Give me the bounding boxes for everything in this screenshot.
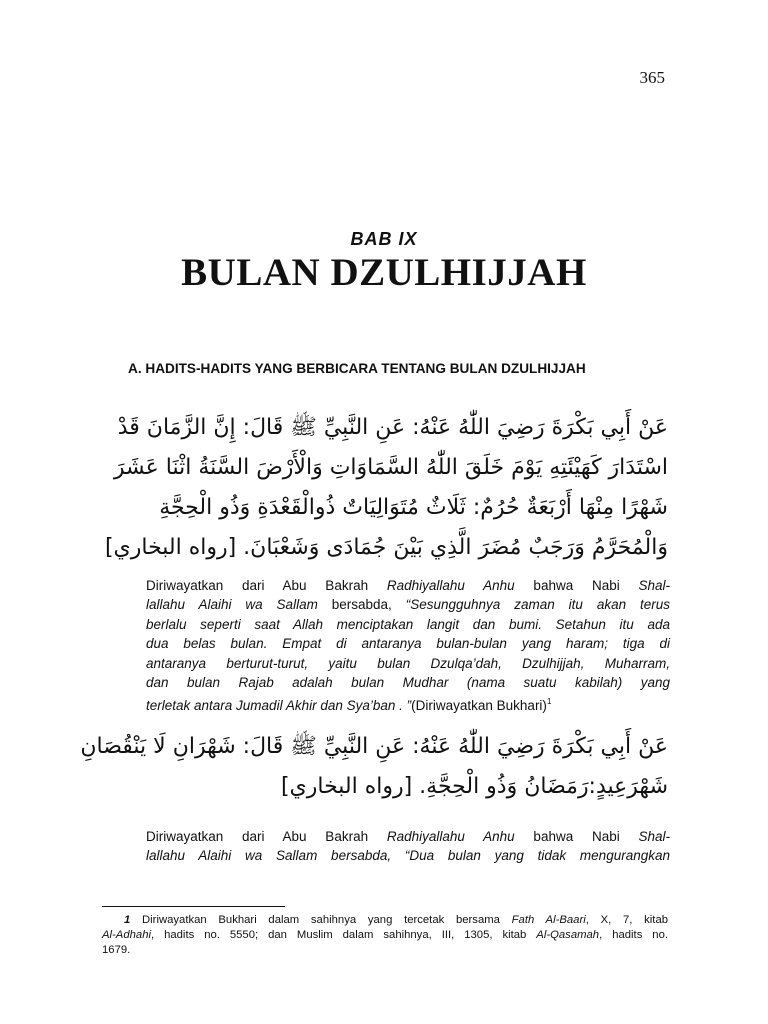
translation-line: berlalu seperti saat Allah menciptakan langit dan bumi. Setahun itu ada xyxy=(146,616,670,632)
text-run: Radhiyallahu Anhu xyxy=(386,829,515,844)
text-run: bersabda, xyxy=(317,597,406,613)
chapter-label: BAB IX xyxy=(350,229,418,249)
translation-line xyxy=(146,692,670,715)
section-heading: A. HADITS-HADITS YANG BERBICARA TENTANG BULAN DZULHIJJAH xyxy=(128,361,586,376)
text-run: Shal- xyxy=(638,578,670,593)
text-run: lallahu Alaihi wa Sallam xyxy=(146,597,318,613)
footnote-line xyxy=(102,913,668,928)
text-run: terletak antara Jumadil Akhir dan Sya’ban . ” xyxy=(146,698,412,714)
arabic-line: عَنْ أَبِي بَكْرَةَ رَضِيَ اللّٰهُ عَنْهُ: عَنِ النَّبِيِّ ﷺ قَالَ: إِنَّ الزَّمَانَ قَدْ xyxy=(117,415,668,440)
translation-line: dua belas bulan. Empat di antaranya bulan-bulan yang haram; tiga di xyxy=(146,636,670,652)
text-run: Diriwayatkan dari Abu Bakrah xyxy=(146,829,387,844)
text-run: Shal- xyxy=(638,829,670,844)
chapter-title: BULAN DZULHIJJAH xyxy=(181,251,587,294)
arabic-line: شَهْرًا مِنْهَا أَرْبَعَةٌ حُرُمٌ: ثَلَاثٌ مُتَوَالِيَاتٌ ذُوالْقَعْدَةِ وَذُو الْحِجَّةِ xyxy=(159,495,668,520)
hadith-2-translation xyxy=(146,827,670,866)
page-number: 365 xyxy=(639,68,665,87)
translation-line xyxy=(146,827,670,846)
text-run: Al-Adhahi xyxy=(102,929,151,941)
translation-line: antaranya berturut-turut, yaitu bulan Dzulqa’dah, Dzulhijjah, Muharram, xyxy=(146,655,670,671)
text-run: Al-Qasamah xyxy=(536,929,600,941)
footnote-line: 1679. xyxy=(102,944,131,956)
arabic-line: وَالْمُحَرَّمُ وَرَجَبٌ مُضَرَ الَّذِي بَيْنَ جُمَادَى وَشَعْبَانَ. [رواه البخاري] xyxy=(104,535,668,560)
footnote-divider xyxy=(102,906,285,907)
text-run: Diriwayatkan Bukhari dalam sahihnya yang tercetak bersama xyxy=(130,914,512,926)
hadith-1-translation xyxy=(146,576,670,716)
footnote xyxy=(102,913,668,958)
footnote-line xyxy=(102,928,668,943)
text-run: “Dua bulan yang tidak mengurangkan xyxy=(404,848,670,864)
text-run: lallahu Alaihi wa Sallam bersabda, xyxy=(146,848,405,864)
translation-line xyxy=(146,576,670,595)
footnote-mark: 1 xyxy=(124,914,131,926)
arabic-line: اسْتَدَارَ كَهَيْئَتِهِ يَوْمَ خَلَقَ اللّٰهُ السَّمَاوَاتِ وَالْأَرْضَ السَّنَةُ اثْنَا عَشَرَ xyxy=(113,455,668,480)
text-run: bahwa Nabi xyxy=(514,578,639,593)
text-run: , X, 7, kitab xyxy=(585,914,669,926)
arabic-line: شَهْرَعِيدٍ:رَمَضَانُ وَذُو الْحِجَّةِ. [رواه البخاري] xyxy=(280,774,668,799)
text-run: Fath Al-Baari xyxy=(511,914,586,926)
translation-line: dan bulan Rajab adalah bulan Mudhar (nama suatu kabilah) yang xyxy=(146,675,670,691)
text-run: (Diriwayatkan Bukhari) xyxy=(411,698,547,714)
text-run: bahwa Nabi xyxy=(514,829,639,844)
text-run: , hadits no. xyxy=(599,929,669,941)
translation-line xyxy=(146,595,670,614)
text-run: Radhiyallahu Anhu xyxy=(386,578,515,593)
text-run: Diriwayatkan dari Abu Bakrah xyxy=(146,578,387,593)
hadith-2-arabic xyxy=(80,727,668,807)
text-run: , hadits no. 5550; dan Muslim dalam sahihnya, III, 1305, kitab xyxy=(150,929,537,941)
translation-line xyxy=(146,846,670,865)
arabic-line: عَنْ أَبِي بَكْرَةَ رَضِيَ اللّٰهُ عَنْهُ: عَنِ النَّبِيِّ ﷺ قَالَ: شَهْرَانِ لَا يَنْقُصَانِ xyxy=(80,734,668,759)
footnote-reference: 1 xyxy=(546,697,552,707)
hadith-1-arabic xyxy=(96,408,668,568)
text-run: “Sesungguhnya zaman itu akan terus xyxy=(405,597,671,613)
